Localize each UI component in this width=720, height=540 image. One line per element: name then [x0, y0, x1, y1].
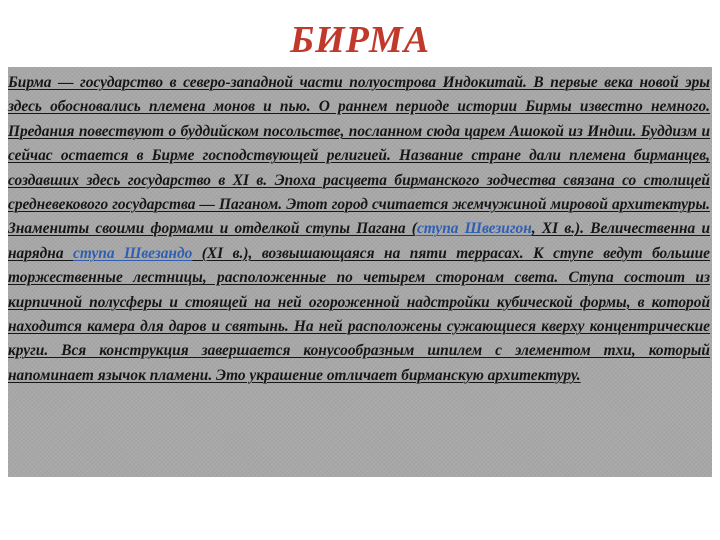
slide-title: БИРМА — [289, 19, 431, 61]
paragraph-text-part-3: (XI в.), возвышающаяся на пяти террасах. К ступе ведут большие торжественные лестницы, расположенные по четырем сторонам света. Ступа состоит из кирпичной полусферы и стоящей на ней огороженной надстройки кубической формы, в которой находится камера для даров и святынь. На ней расположены сужающиеся кверху концентрические круги. Вся конструкция завершается конусообразным шпилем с элементом тхи, который напоминает язычок пламени. Это украшение отличает бирманскую архитектуру. — [8, 244, 711, 384]
paragraph-text-part-1: Бирма — государство в северо-западной части полуострова Индокитай. В первые века новой эры здесь обосновались племена монов и пью. О раннем периоде истории Бирмы известно немного. Предания повествуют о буддийском посольстве, посланном сюда царем Ашокой из Индии. Буддизм и сейчас остается в Бирме господствующей религией. Название стране дали племена бирманцев, создавших здесь государство в XI в. Эпоха расцвета бирманского зодчества связана со столицей средневекового государства — Паганом. Этот город считается жемчужиной мировой архитектуры. Знамениты своими формами и отделкой ступы Пагана ( — [8, 74, 710, 238]
paragraph-text-part-2: , XI в.). Величественна и нарядна — [8, 220, 711, 262]
body-paragraph — [8, 71, 710, 388]
stupa-shwezandaw-link[interactable]: ступа Швезандо — [73, 244, 193, 262]
stupa-shwezigon-link[interactable]: ступа Швезигон — [416, 220, 532, 238]
